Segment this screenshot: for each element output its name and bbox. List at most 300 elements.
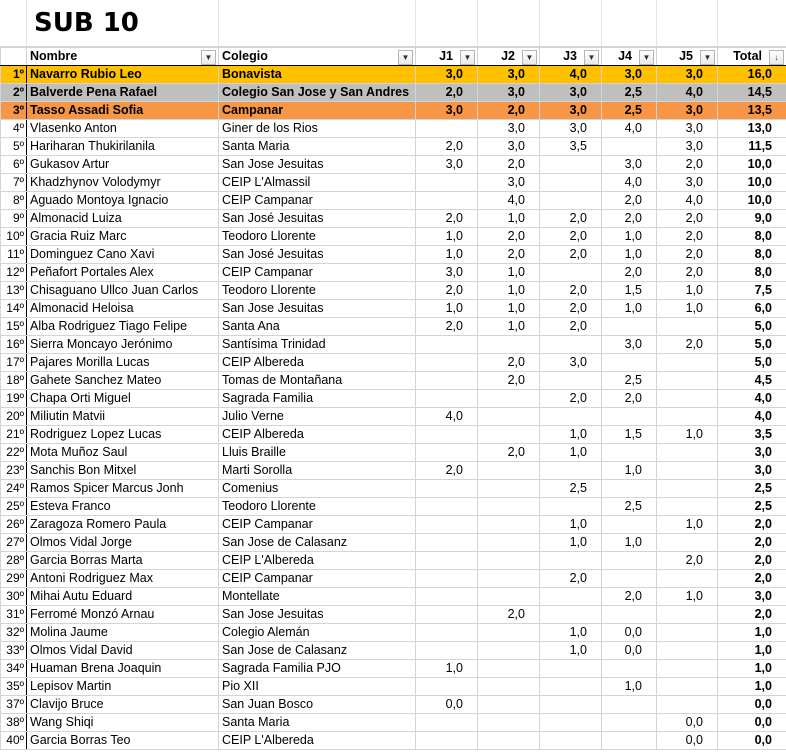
school-cell[interactable]: Tomas de Montañana <box>219 372 416 390</box>
j5-cell[interactable]: 2,0 <box>657 210 718 228</box>
j5-cell[interactable] <box>657 390 718 408</box>
j1-cell[interactable] <box>416 534 478 552</box>
j4-cell[interactable]: 2,0 <box>602 192 657 210</box>
position-cell[interactable]: 3º <box>1 102 27 120</box>
j2-cell[interactable] <box>478 642 540 660</box>
j1-cell[interactable]: 3,0 <box>416 102 478 120</box>
name-cell[interactable]: Olmos Vidal David <box>27 642 219 660</box>
j5-cell[interactable]: 1,0 <box>657 588 718 606</box>
j4-cell[interactable] <box>602 570 657 588</box>
j2-cell[interactable]: 2,0 <box>478 246 540 264</box>
j3-cell[interactable] <box>540 336 602 354</box>
j4-cell[interactable]: 2,0 <box>602 264 657 282</box>
position-cell[interactable]: 23º <box>1 462 27 480</box>
j5-cell[interactable]: 0,0 <box>657 732 718 750</box>
position-cell[interactable]: 40º <box>1 732 27 750</box>
j2-cell[interactable]: 2,0 <box>478 102 540 120</box>
position-cell[interactable]: 35º <box>1 678 27 696</box>
j1-cell[interactable] <box>416 624 478 642</box>
school-cell[interactable]: CEIP Campanar <box>219 570 416 588</box>
j5-cell[interactable] <box>657 660 718 678</box>
school-cell[interactable]: CEIP Campanar <box>219 192 416 210</box>
j1-cell[interactable]: 2,0 <box>416 462 478 480</box>
j4-cell[interactable] <box>602 354 657 372</box>
total-cell[interactable]: 14,5 <box>718 84 786 102</box>
j4-cell[interactable]: 1,0 <box>602 246 657 264</box>
j1-cell[interactable] <box>416 120 478 138</box>
total-cell[interactable]: 1,0 <box>718 678 786 696</box>
j5-cell[interactable]: 3,0 <box>657 174 718 192</box>
position-cell[interactable]: 15º <box>1 318 27 336</box>
name-cell[interactable]: Gukasov Artur <box>27 156 219 174</box>
total-cell[interactable]: 1,0 <box>718 624 786 642</box>
j5-cell[interactable] <box>657 570 718 588</box>
position-cell[interactable]: 1º <box>1 66 27 84</box>
j5-cell[interactable] <box>657 444 718 462</box>
position-cell[interactable]: 31º <box>1 606 27 624</box>
school-cell[interactable]: Santa Maria <box>219 138 416 156</box>
name-cell[interactable]: Dominguez Cano Xavi <box>27 246 219 264</box>
j1-cell[interactable] <box>416 354 478 372</box>
total-cell[interactable]: 2,0 <box>718 570 786 588</box>
j5-cell[interactable]: 1,0 <box>657 300 718 318</box>
name-cell[interactable]: Hariharan Thukirilanila <box>27 138 219 156</box>
position-cell[interactable]: 29º <box>1 570 27 588</box>
j4-cell[interactable] <box>602 660 657 678</box>
j3-cell[interactable] <box>540 192 602 210</box>
name-cell[interactable]: Lepisov Martin <box>27 678 219 696</box>
total-cell[interactable]: 10,0 <box>718 192 786 210</box>
position-cell[interactable]: 34º <box>1 660 27 678</box>
total-cell[interactable]: 3,0 <box>718 588 786 606</box>
position-cell[interactable]: 8º <box>1 192 27 210</box>
j3-cell[interactable] <box>540 714 602 732</box>
school-cell[interactable]: San José Jesuitas <box>219 210 416 228</box>
j3-cell[interactable] <box>540 678 602 696</box>
total-cell[interactable]: 2,0 <box>718 606 786 624</box>
position-cell[interactable]: 32º <box>1 624 27 642</box>
j2-cell[interactable] <box>478 570 540 588</box>
j1-cell[interactable] <box>416 678 478 696</box>
position-cell[interactable]: 20º <box>1 408 27 426</box>
name-cell[interactable]: Pajares Morilla Lucas <box>27 354 219 372</box>
total-cell[interactable]: 9,0 <box>718 210 786 228</box>
name-cell[interactable]: Peñafort Portales Alex <box>27 264 219 282</box>
j5-cell[interactable]: 0,0 <box>657 714 718 732</box>
j2-cell[interactable]: 1,0 <box>478 282 540 300</box>
j1-cell[interactable]: 0,0 <box>416 696 478 714</box>
school-cell[interactable]: San Jose de Calasanz <box>219 642 416 660</box>
total-cell[interactable]: 5,0 <box>718 336 786 354</box>
total-cell[interactable]: 7,5 <box>718 282 786 300</box>
name-cell[interactable]: Miliutin Matvii <box>27 408 219 426</box>
school-cell[interactable]: CEIP L'Albereda <box>219 732 416 750</box>
position-cell[interactable]: 14º <box>1 300 27 318</box>
j4-cell[interactable]: 0,0 <box>602 642 657 660</box>
position-cell[interactable]: 5º <box>1 138 27 156</box>
j4-cell[interactable] <box>602 444 657 462</box>
j2-cell[interactable] <box>478 390 540 408</box>
name-cell[interactable]: Alba Rodriguez Tiago Felipe <box>27 318 219 336</box>
j3-cell[interactable]: 3,0 <box>540 84 602 102</box>
filter-dropdown-icon[interactable]: ▼ <box>522 50 537 65</box>
name-cell[interactable]: Mota Muñoz Saul <box>27 444 219 462</box>
j1-cell[interactable] <box>416 336 478 354</box>
j5-cell[interactable]: 1,0 <box>657 516 718 534</box>
j5-cell[interactable] <box>657 480 718 498</box>
name-cell[interactable]: Rodriguez Lopez Lucas <box>27 426 219 444</box>
j1-cell[interactable] <box>416 372 478 390</box>
total-cell[interactable]: 3,0 <box>718 462 786 480</box>
j4-cell[interactable]: 4,0 <box>602 174 657 192</box>
j5-cell[interactable]: 3,0 <box>657 120 718 138</box>
position-cell[interactable]: 26º <box>1 516 27 534</box>
j4-cell[interactable]: 2,0 <box>602 588 657 606</box>
j3-cell[interactable]: 3,0 <box>540 120 602 138</box>
school-cell[interactable]: Teodoro Llorente <box>219 498 416 516</box>
position-cell[interactable]: 18º <box>1 372 27 390</box>
j1-cell[interactable]: 4,0 <box>416 408 478 426</box>
j3-cell[interactable]: 1,0 <box>540 516 602 534</box>
j5-cell[interactable]: 2,0 <box>657 336 718 354</box>
school-cell[interactable]: San José Jesuitas <box>219 246 416 264</box>
j2-cell[interactable]: 2,0 <box>478 228 540 246</box>
j5-cell[interactable]: 3,0 <box>657 138 718 156</box>
j2-cell[interactable] <box>478 336 540 354</box>
position-cell[interactable]: 9º <box>1 210 27 228</box>
j5-cell[interactable] <box>657 408 718 426</box>
position-cell[interactable]: 27º <box>1 534 27 552</box>
name-cell[interactable]: Sanchis Bon Mitxel <box>27 462 219 480</box>
j3-cell[interactable]: 2,0 <box>540 318 602 336</box>
total-cell[interactable]: 1,0 <box>718 660 786 678</box>
j4-cell[interactable] <box>602 138 657 156</box>
position-cell[interactable]: 16º <box>1 336 27 354</box>
j2-cell[interactable]: 2,0 <box>478 354 540 372</box>
j2-cell[interactable]: 3,0 <box>478 174 540 192</box>
school-cell[interactable]: Pio XII <box>219 678 416 696</box>
j1-cell[interactable] <box>416 732 478 750</box>
position-cell[interactable]: 30º <box>1 588 27 606</box>
name-cell[interactable]: Mihai Autu Eduard <box>27 588 219 606</box>
j4-cell[interactable] <box>602 480 657 498</box>
j3-cell[interactable]: 2,0 <box>540 300 602 318</box>
total-cell[interactable]: 10,0 <box>718 156 786 174</box>
j1-cell[interactable]: 1,0 <box>416 660 478 678</box>
total-cell[interactable]: 1,0 <box>718 642 786 660</box>
name-cell[interactable]: Sierra Moncayo Jerónimo <box>27 336 219 354</box>
position-cell[interactable]: 21º <box>1 426 27 444</box>
j3-cell[interactable]: 4,0 <box>540 66 602 84</box>
j5-cell[interactable]: 3,0 <box>657 102 718 120</box>
position-cell[interactable]: 11º <box>1 246 27 264</box>
j5-cell[interactable]: 1,0 <box>657 282 718 300</box>
name-cell[interactable]: Tasso Assadi Sofia <box>27 102 219 120</box>
total-cell[interactable]: 4,0 <box>718 408 786 426</box>
total-cell[interactable]: 2,5 <box>718 480 786 498</box>
total-cell[interactable]: 5,0 <box>718 318 786 336</box>
j4-cell[interactable]: 3,0 <box>602 336 657 354</box>
j3-cell[interactable]: 1,0 <box>540 534 602 552</box>
j1-cell[interactable]: 3,0 <box>416 156 478 174</box>
j1-cell[interactable] <box>416 552 478 570</box>
j3-cell[interactable] <box>540 156 602 174</box>
name-cell[interactable]: Almonacid Luiza <box>27 210 219 228</box>
j2-cell[interactable] <box>478 660 540 678</box>
j5-cell[interactable] <box>657 318 718 336</box>
total-cell[interactable]: 10,0 <box>718 174 786 192</box>
total-cell[interactable]: 0,0 <box>718 714 786 732</box>
position-cell[interactable]: 37º <box>1 696 27 714</box>
j2-cell[interactable]: 4,0 <box>478 192 540 210</box>
j3-cell[interactable] <box>540 462 602 480</box>
j1-cell[interactable] <box>416 642 478 660</box>
j4-cell[interactable]: 1,0 <box>602 534 657 552</box>
j5-cell[interactable] <box>657 624 718 642</box>
j4-cell[interactable]: 1,5 <box>602 282 657 300</box>
j4-cell[interactable] <box>602 516 657 534</box>
j1-cell[interactable]: 1,0 <box>416 246 478 264</box>
j4-cell[interactable]: 4,0 <box>602 120 657 138</box>
total-cell[interactable]: 13,0 <box>718 120 786 138</box>
j5-cell[interactable]: 4,0 <box>657 84 718 102</box>
position-cell[interactable]: 38º <box>1 714 27 732</box>
j4-cell[interactable]: 2,0 <box>602 210 657 228</box>
j1-cell[interactable]: 2,0 <box>416 138 478 156</box>
j5-cell[interactable]: 1,0 <box>657 426 718 444</box>
j5-cell[interactable]: 2,0 <box>657 228 718 246</box>
school-cell[interactable]: Colegio San Jose y San Andres <box>219 84 416 102</box>
total-cell[interactable]: 11,5 <box>718 138 786 156</box>
j1-cell[interactable] <box>416 570 478 588</box>
name-cell[interactable]: Ramos Spicer Marcus Jonh <box>27 480 219 498</box>
position-cell[interactable]: 17º <box>1 354 27 372</box>
name-cell[interactable]: Vlasenko Anton <box>27 120 219 138</box>
j4-cell[interactable]: 2,5 <box>602 498 657 516</box>
j1-cell[interactable] <box>416 174 478 192</box>
total-cell[interactable]: 4,5 <box>718 372 786 390</box>
school-cell[interactable]: Teodoro Llorente <box>219 282 416 300</box>
total-cell[interactable]: 2,0 <box>718 552 786 570</box>
j3-cell[interactable]: 2,5 <box>540 480 602 498</box>
j2-cell[interactable] <box>478 696 540 714</box>
j4-cell[interactable]: 2,5 <box>602 84 657 102</box>
school-cell[interactable]: Giner de los Rios <box>219 120 416 138</box>
school-cell[interactable]: Santísima Trinidad <box>219 336 416 354</box>
name-cell[interactable]: Chapa Orti Miguel <box>27 390 219 408</box>
school-cell[interactable]: San Juan Bosco <box>219 696 416 714</box>
j4-cell[interactable]: 1,0 <box>602 300 657 318</box>
school-cell[interactable]: Sagrada Familia <box>219 390 416 408</box>
school-cell[interactable]: San Jose Jesuitas <box>219 156 416 174</box>
total-cell[interactable]: 5,0 <box>718 354 786 372</box>
j1-cell[interactable] <box>416 480 478 498</box>
total-cell[interactable]: 2,5 <box>718 498 786 516</box>
school-cell[interactable]: San Jose Jesuitas <box>219 300 416 318</box>
position-cell[interactable]: 7º <box>1 174 27 192</box>
j5-cell[interactable] <box>657 534 718 552</box>
j2-cell[interactable]: 1,0 <box>478 318 540 336</box>
j3-cell[interactable]: 3,0 <box>540 354 602 372</box>
j3-cell[interactable]: 1,0 <box>540 624 602 642</box>
j3-cell[interactable]: 1,0 <box>540 426 602 444</box>
j2-cell[interactable] <box>478 714 540 732</box>
name-cell[interactable]: Khadzhynov Volodymyr <box>27 174 219 192</box>
name-cell[interactable]: Garcia Borras Teo <box>27 732 219 750</box>
total-cell[interactable]: 3,5 <box>718 426 786 444</box>
total-cell[interactable]: 6,0 <box>718 300 786 318</box>
j3-cell[interactable] <box>540 372 602 390</box>
j1-cell[interactable]: 1,0 <box>416 300 478 318</box>
school-cell[interactable]: San Jose Jesuitas <box>219 606 416 624</box>
total-cell[interactable]: 3,0 <box>718 444 786 462</box>
j4-cell[interactable]: 2,0 <box>602 390 657 408</box>
j4-cell[interactable] <box>602 318 657 336</box>
j1-cell[interactable]: 3,0 <box>416 264 478 282</box>
filter-dropdown-icon[interactable]: ▼ <box>584 50 599 65</box>
j1-cell[interactable] <box>416 444 478 462</box>
total-cell[interactable]: 0,0 <box>718 732 786 750</box>
j4-cell[interactable] <box>602 714 657 732</box>
total-cell[interactable]: 0,0 <box>718 696 786 714</box>
name-cell[interactable]: Clavijo Bruce <box>27 696 219 714</box>
j3-cell[interactable]: 2,0 <box>540 228 602 246</box>
name-cell[interactable]: Navarro Rubio Leo <box>27 66 219 84</box>
j2-cell[interactable]: 2,0 <box>478 444 540 462</box>
total-cell[interactable]: 4,0 <box>718 390 786 408</box>
name-cell[interactable]: Balverde Pena Rafael <box>27 84 219 102</box>
j5-cell[interactable]: 2,0 <box>657 552 718 570</box>
j5-cell[interactable] <box>657 498 718 516</box>
j3-cell[interactable] <box>540 552 602 570</box>
filter-dropdown-icon[interactable]: ▼ <box>639 50 654 65</box>
name-cell[interactable]: Antoni Rodriguez Max <box>27 570 219 588</box>
j3-cell[interactable] <box>540 606 602 624</box>
j2-cell[interactable] <box>478 624 540 642</box>
j2-cell[interactable] <box>478 588 540 606</box>
position-cell[interactable]: 19º <box>1 390 27 408</box>
position-cell[interactable]: 22º <box>1 444 27 462</box>
name-cell[interactable]: Esteva Franco <box>27 498 219 516</box>
position-cell[interactable]: 4º <box>1 120 27 138</box>
j4-cell[interactable]: 3,0 <box>602 66 657 84</box>
j4-cell[interactable] <box>602 408 657 426</box>
name-cell[interactable]: Almonacid Heloisa <box>27 300 219 318</box>
total-cell[interactable]: 8,0 <box>718 264 786 282</box>
j3-cell[interactable]: 1,0 <box>540 444 602 462</box>
position-cell[interactable]: 12º <box>1 264 27 282</box>
position-cell[interactable]: 28º <box>1 552 27 570</box>
position-cell[interactable]: 25º <box>1 498 27 516</box>
position-cell[interactable]: 10º <box>1 228 27 246</box>
j1-cell[interactable] <box>416 714 478 732</box>
position-cell[interactable]: 6º <box>1 156 27 174</box>
school-cell[interactable]: Montellate <box>219 588 416 606</box>
school-cell[interactable]: San Jose de Calasanz <box>219 534 416 552</box>
school-cell[interactable]: Lluis Braille <box>219 444 416 462</box>
school-cell[interactable]: Colegio Alemán <box>219 624 416 642</box>
j4-cell[interactable] <box>602 552 657 570</box>
j2-cell[interactable] <box>478 516 540 534</box>
j1-cell[interactable] <box>416 426 478 444</box>
school-cell[interactable]: CEIP Albereda <box>219 354 416 372</box>
j4-cell[interactable]: 1,0 <box>602 678 657 696</box>
filter-dropdown-icon[interactable]: ▼ <box>460 50 475 65</box>
name-cell[interactable]: Wang Shiqi <box>27 714 219 732</box>
j2-cell[interactable] <box>478 732 540 750</box>
j5-cell[interactable] <box>657 462 718 480</box>
j3-cell[interactable] <box>540 660 602 678</box>
j3-cell[interactable] <box>540 408 602 426</box>
j2-cell[interactable]: 2,0 <box>478 606 540 624</box>
j2-cell[interactable] <box>478 534 540 552</box>
j2-cell[interactable]: 3,0 <box>478 66 540 84</box>
name-cell[interactable]: Chisaguano Ullco Juan Carlos <box>27 282 219 300</box>
j2-cell[interactable] <box>478 426 540 444</box>
name-cell[interactable]: Huaman Brena Joaquin <box>27 660 219 678</box>
total-cell[interactable]: 8,0 <box>718 228 786 246</box>
name-cell[interactable]: Gracia Ruiz Marc <box>27 228 219 246</box>
j3-cell[interactable]: 3,5 <box>540 138 602 156</box>
j5-cell[interactable]: 2,0 <box>657 156 718 174</box>
school-cell[interactable]: Marti Sorolla <box>219 462 416 480</box>
name-cell[interactable]: Zaragoza Romero Paula <box>27 516 219 534</box>
school-cell[interactable]: CEIP L'Almassil <box>219 174 416 192</box>
j1-cell[interactable] <box>416 606 478 624</box>
j3-cell[interactable]: 2,0 <box>540 282 602 300</box>
j3-cell[interactable]: 2,0 <box>540 570 602 588</box>
j1-cell[interactable]: 2,0 <box>416 282 478 300</box>
j3-cell[interactable] <box>540 588 602 606</box>
j5-cell[interactable]: 2,0 <box>657 264 718 282</box>
j4-cell[interactable]: 2,5 <box>602 102 657 120</box>
school-cell[interactable]: Bonavista <box>219 66 416 84</box>
j1-cell[interactable] <box>416 390 478 408</box>
j5-cell[interactable] <box>657 642 718 660</box>
j5-cell[interactable] <box>657 354 718 372</box>
total-cell[interactable]: 8,0 <box>718 246 786 264</box>
j4-cell[interactable]: 0,0 <box>602 624 657 642</box>
j1-cell[interactable]: 2,0 <box>416 84 478 102</box>
name-cell[interactable]: Aguado Montoya Ignacio <box>27 192 219 210</box>
position-cell[interactable]: 2º <box>1 84 27 102</box>
name-cell[interactable]: Garcia Borras Marta <box>27 552 219 570</box>
sort-descending-filter-icon[interactable]: ↓ <box>769 50 784 65</box>
j3-cell[interactable] <box>540 498 602 516</box>
total-cell[interactable]: 16,0 <box>718 66 786 84</box>
j5-cell[interactable] <box>657 372 718 390</box>
j4-cell[interactable]: 1,0 <box>602 462 657 480</box>
total-cell[interactable]: 13,5 <box>718 102 786 120</box>
j2-cell[interactable] <box>478 498 540 516</box>
j1-cell[interactable]: 2,0 <box>416 210 478 228</box>
name-cell[interactable]: Molina Jaume <box>27 624 219 642</box>
j1-cell[interactable] <box>416 516 478 534</box>
j2-cell[interactable] <box>478 462 540 480</box>
j2-cell[interactable] <box>478 480 540 498</box>
filter-dropdown-icon[interactable]: ▼ <box>398 50 413 65</box>
school-cell[interactable]: Sagrada Familia PJO <box>219 660 416 678</box>
j5-cell[interactable]: 2,0 <box>657 246 718 264</box>
total-cell[interactable]: 2,0 <box>718 516 786 534</box>
j2-cell[interactable] <box>478 678 540 696</box>
position-cell[interactable]: 33º <box>1 642 27 660</box>
j5-cell[interactable]: 3,0 <box>657 66 718 84</box>
j2-cell[interactable] <box>478 552 540 570</box>
j1-cell[interactable] <box>416 588 478 606</box>
school-cell[interactable]: Campanar <box>219 102 416 120</box>
j3-cell[interactable] <box>540 174 602 192</box>
